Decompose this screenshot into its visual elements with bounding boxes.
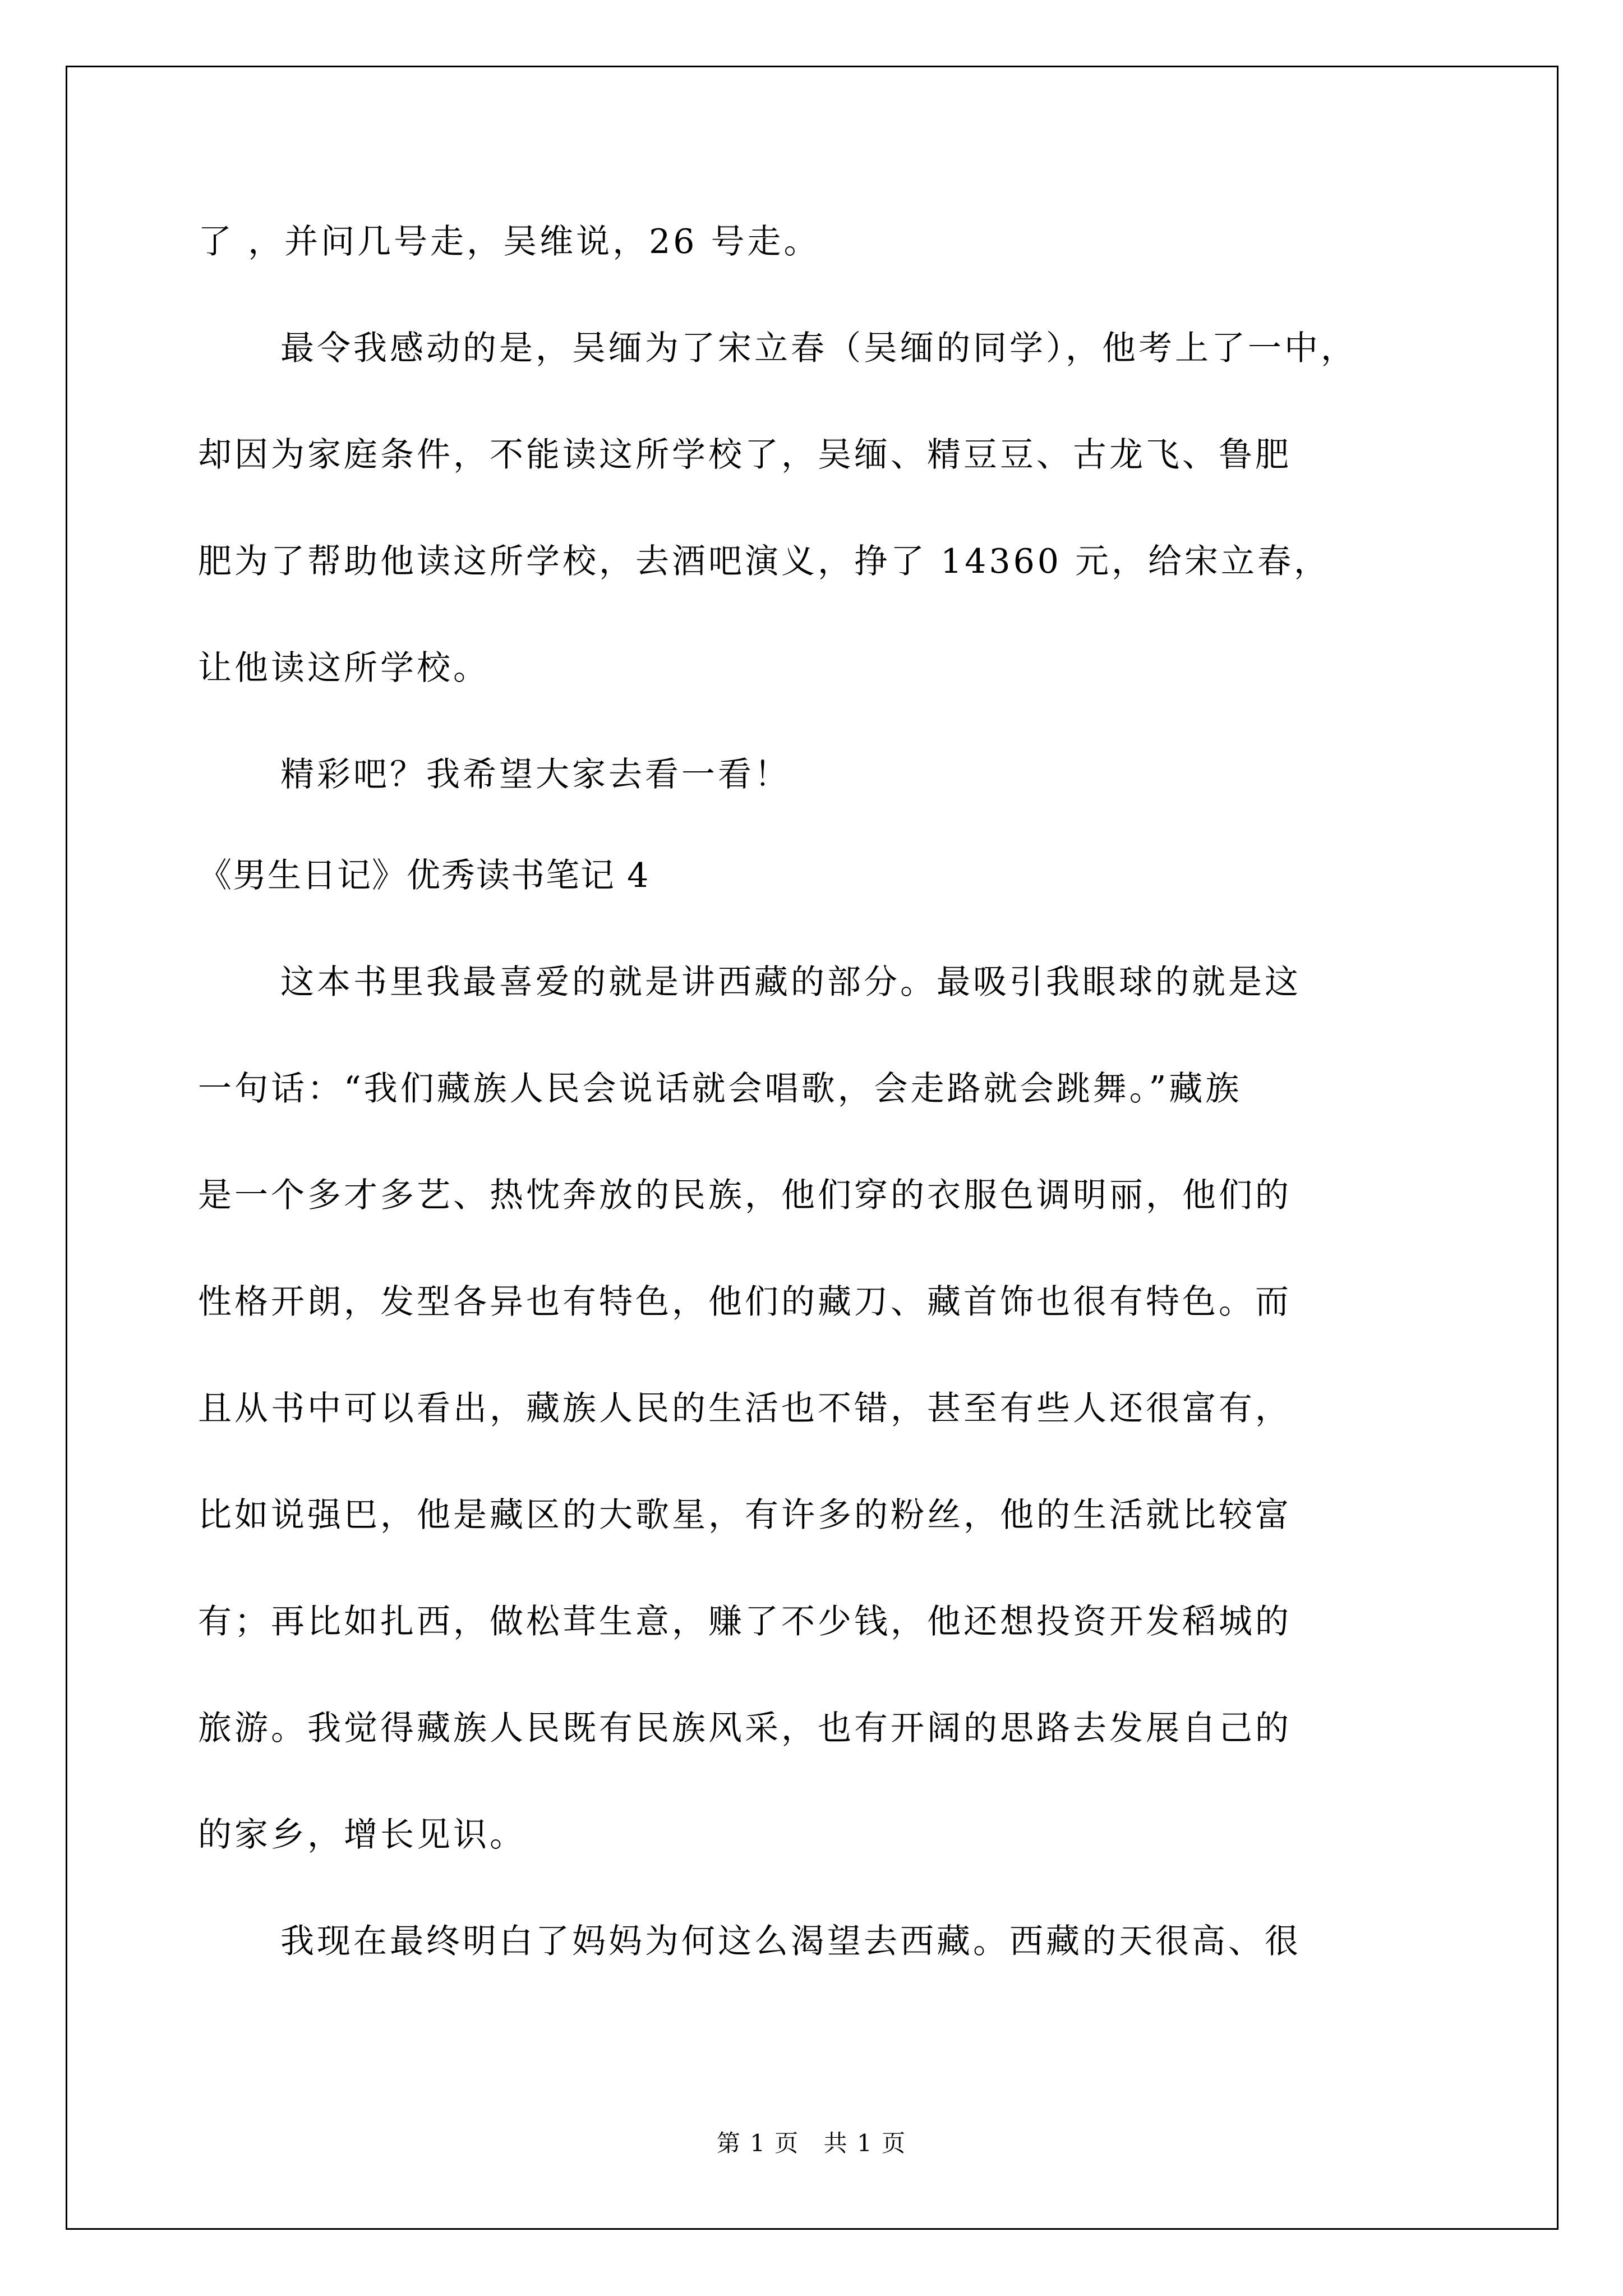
page-number-total: 共 1 页 <box>823 2129 907 2157</box>
text-line-7: 这本书里我最喜爱的就是讲西藏的部分。最吸引我眼球的就是这 <box>280 963 1301 1002</box>
text-line-9: 是一个多才多艺、热忱奔放的民族，他们穿的衣服色调明丽，他们的 <box>198 1176 1292 1215</box>
text-line-15: 的家乡，增长见识。 <box>198 1815 526 1855</box>
text-line-14: 旅游。我觉得藏族人民既有民族风采，也有开阔的思路去发展自己的 <box>198 1709 1292 1748</box>
text-line-13: 有；再比如扎西，做松茸生意，赚了不少钱，他还想投资开发稻城的 <box>198 1602 1292 1641</box>
page-border <box>66 66 1559 2230</box>
text-line-5: 让他读这所学校。 <box>198 648 490 688</box>
text-line-8: 一句话：“我们藏族人民会说话就会唱歌，会走路就会跳舞。”藏族 <box>198 1069 1242 1108</box>
text-line-2: 最令我感动的是，吴缅为了宋立春（吴缅的同学），他考上了一中， <box>280 329 1357 368</box>
text-line-10: 性格开朗，发型各异也有特色，他们的藏刀、藏首饰也很有特色。而 <box>198 1282 1292 1322</box>
text-line-11: 且从书中可以看出，藏族人民的生活也不错，甚至有些人还很富有， <box>198 1389 1292 1428</box>
text-line-6: 精彩吧？我希望大家去看一看！ <box>280 755 791 794</box>
text-line-16: 我现在最终明白了妈妈为何这么渴望去西藏。西藏的天很高、很 <box>280 1922 1301 1961</box>
page-number-current: 第 1 页 <box>716 2129 800 2157</box>
section-heading: 《男生日记》优秀读书笔记 4 <box>198 856 650 895</box>
text-line-12: 比如说强巴，他是藏区的大歌星，有许多的粉丝，他的生活就比较富 <box>198 1496 1292 1535</box>
text-line-1: 了 ，并问几号走，吴维说，26 号走。 <box>198 222 820 261</box>
page-footer <box>0 2129 1623 2157</box>
text-line-4: 肥为了帮助他读这所学校，去酒吧演义，挣了 14360 元，给宋立春， <box>198 542 1331 581</box>
text-line-3: 却因为家庭条件，不能读这所学校了，吴缅、精豆豆、古龙飞、鲁肥 <box>198 435 1292 475</box>
